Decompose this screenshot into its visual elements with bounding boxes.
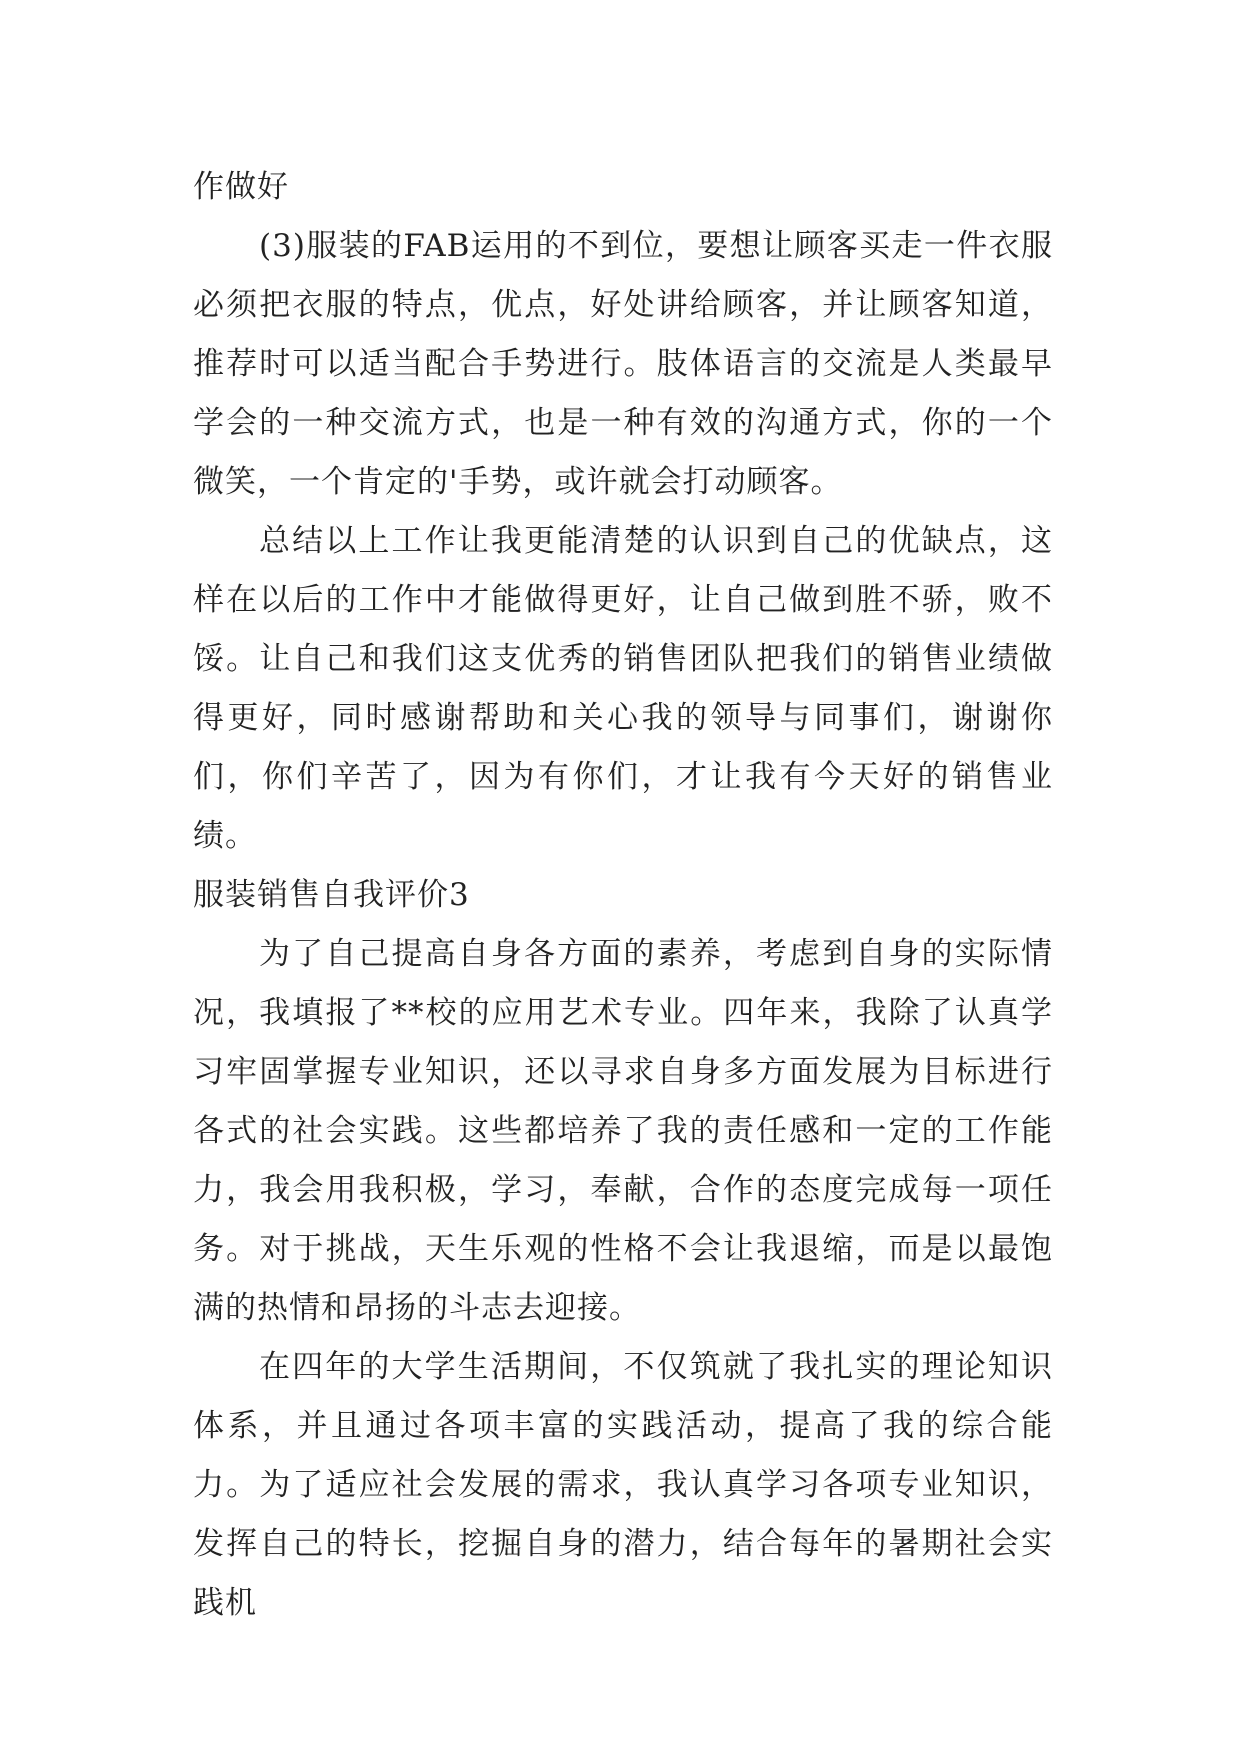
paragraph-self-improvement: 为了自己提高自身各方面的素养，考虑到自身的实际情况，我填报了**校的应用艺术专业。四年来，我除了认真学习牢固掌握专业知识，还以寻求自身多方面发展为目标进行各式的社会实践。这些都培养了我的责任感和一定的工作能力，我会用我积极，学习，奉献，合作的态度完成每一项任务。对于挑战，天生乐观的性格不会让我退缩，而是以最饱满的热情和昂扬的斗志去迎接。 bbox=[193, 936, 1053, 1326]
paragraph-fab-usage: (3)服装的FAB运用的不到位，要想让顾客买走一件衣服必须把衣服的特点，优点，好处讲给顾客，并让顾客知道，推荐时可以适当配合手势进行。肢体语言的交流是人类最早学会的一种交流方式，也是一种有效的沟通方式，你的一个微笑，一个肯定的'手势，或许就会打动顾客。 bbox=[193, 228, 1053, 500]
paragraph-university-life: 在四年的大学生活期间，不仅筑就了我扎实的理论知识体系，并且通过各项丰富的实践活动，提高了我的综合能力。为了适应社会发展的需求，我认真学习各项专业知识，发挥自己的特长，挖掘自身的潜力，结合每年的暑期社会实践机 bbox=[193, 1349, 1053, 1621]
document-body bbox=[193, 158, 1053, 1633]
paragraph-summary: 总结以上工作让我更能清楚的认识到自己的优缺点，这样在以后的工作中才能做得更好，让自己做到胜不骄，败不馁。让自己和我们这支优秀的销售团队把我们的销售业绩做得更好，同时感谢帮助和关心我的领导与同事们，谢谢你们，你们辛苦了，因为有你们，才让我有今天好的销售业绩。 bbox=[193, 523, 1053, 854]
section-title: 服装销售自我评价3 bbox=[193, 877, 470, 913]
paragraph-continuation: 作做好 bbox=[193, 169, 289, 205]
